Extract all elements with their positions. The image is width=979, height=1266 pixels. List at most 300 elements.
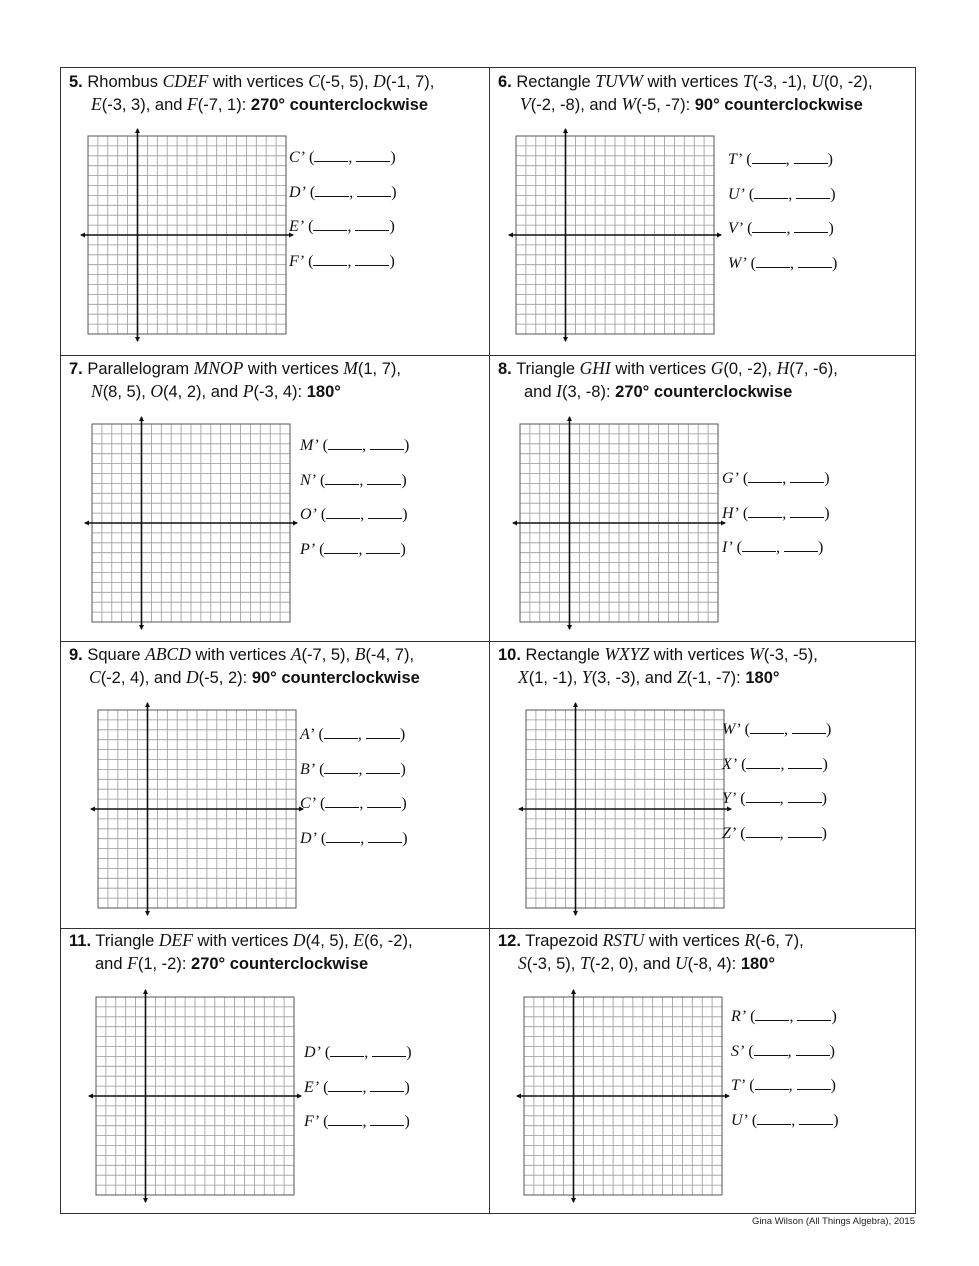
y-coordinate-blank[interactable] xyxy=(368,829,402,843)
image-vertex-label: U’ xyxy=(731,1111,748,1129)
image-vertex-label: W’ xyxy=(722,721,741,738)
vertex-label: F xyxy=(187,94,198,114)
rotation-instruction: 270° counterclockwise xyxy=(191,955,369,973)
shape-type: Rectangle xyxy=(516,73,591,91)
problem-line-1 xyxy=(498,929,908,952)
separator: : xyxy=(731,955,741,973)
axis-arrow xyxy=(563,128,568,133)
problem-statement xyxy=(498,357,908,403)
separator: : xyxy=(181,955,192,973)
axis-arrow xyxy=(563,337,568,342)
axis-arrow xyxy=(717,233,722,238)
vertex-label: N xyxy=(91,381,103,401)
rotation-instruction: 180° xyxy=(306,383,341,401)
separator: , xyxy=(813,646,818,664)
problem-number: 7. xyxy=(69,360,83,378)
shape-name: MNOP xyxy=(193,358,244,378)
problem-line-1 xyxy=(69,643,479,666)
y-coordinate-blank[interactable] xyxy=(356,148,390,162)
separator: , xyxy=(767,360,777,378)
x-coordinate-blank[interactable] xyxy=(328,1112,362,1126)
axis-arrow xyxy=(80,233,85,238)
answer-row: C’ ( , ) xyxy=(289,149,396,166)
vertex-label: T xyxy=(742,71,753,91)
with-vertices-label: with vertices xyxy=(247,360,339,378)
y-coordinate-blank[interactable] xyxy=(788,755,822,769)
problem-line-1 xyxy=(498,643,908,666)
problem-line-1 xyxy=(69,357,479,380)
y-coordinate-blank[interactable] xyxy=(798,254,832,268)
image-vertex-label: D’ xyxy=(300,829,317,847)
y-coordinate-blank[interactable] xyxy=(794,219,828,233)
y-coordinate-blank[interactable] xyxy=(796,1042,830,1056)
x-coordinate-blank[interactable] xyxy=(328,436,362,450)
y-coordinate-blank[interactable] xyxy=(355,252,389,266)
y-coordinate-blank[interactable] xyxy=(792,720,826,734)
y-coordinate-blank[interactable] xyxy=(355,217,389,231)
separator: , xyxy=(345,646,355,664)
x-coordinate-blank[interactable] xyxy=(754,1042,788,1056)
shape-name: DEF xyxy=(158,930,193,950)
problem-number: 12. xyxy=(498,932,521,950)
vertex-label: E xyxy=(353,930,364,950)
axis-arrow xyxy=(508,233,513,238)
image-vertex-label: T’ xyxy=(728,151,743,168)
image-vertex-label: F’ xyxy=(289,252,305,270)
vertex-label: C xyxy=(89,667,101,687)
separator: , xyxy=(799,932,804,950)
shape-name: CDEF xyxy=(162,71,209,91)
coordinate-grid xyxy=(510,987,740,1207)
y-coordinate-blank[interactable] xyxy=(367,794,401,808)
y-coordinate-blank[interactable] xyxy=(370,1112,404,1126)
axis-arrow xyxy=(145,911,150,916)
problem-number: 11. xyxy=(69,932,92,950)
answer-row: D’ ( , ) xyxy=(289,183,397,201)
axis-arrow xyxy=(725,1094,730,1099)
shape-name: GHI xyxy=(579,358,611,378)
vertex-label: F xyxy=(127,953,138,973)
shape-type: Triangle xyxy=(516,360,576,378)
coordinate-grid xyxy=(74,126,304,346)
answer-row: I’ ( , ) xyxy=(722,539,824,556)
axis-arrow xyxy=(293,521,298,526)
x-coordinate-blank[interactable] xyxy=(748,504,782,518)
y-coordinate-blank[interactable] xyxy=(794,150,828,164)
y-coordinate-blank[interactable] xyxy=(790,504,824,518)
rotation-instruction: 90° counterclockwise xyxy=(251,669,420,687)
problem-number: 9. xyxy=(69,646,83,664)
vertex-coordinates: (-1, 7) xyxy=(385,73,430,91)
image-vertex-label: O’ xyxy=(300,506,317,523)
with-vertices-label: with vertices xyxy=(212,73,304,91)
vertex-label: A xyxy=(290,644,302,664)
vertex-label: X xyxy=(518,667,529,687)
separator: and xyxy=(524,383,557,401)
image-vertex-label: V’ xyxy=(728,220,744,237)
vertex-coordinates: (8, 5) xyxy=(102,383,142,401)
vertex-coordinates: (-4, 7) xyxy=(365,646,410,664)
problem-line-1 xyxy=(69,929,479,952)
separator: , xyxy=(572,669,582,687)
problem-line-2 xyxy=(69,380,479,403)
vertex-label: S xyxy=(518,953,527,973)
separator: and xyxy=(95,955,128,973)
y-coordinate-blank[interactable] xyxy=(796,185,830,199)
image-vertex-label: I’ xyxy=(722,539,733,556)
x-coordinate-blank[interactable] xyxy=(757,1111,791,1125)
image-vertex-label: F’ xyxy=(304,1113,320,1130)
x-coordinate-blank[interactable] xyxy=(750,720,784,734)
vertex-coordinates: (-2, 0) xyxy=(589,955,634,973)
axis-arrow xyxy=(88,1094,93,1099)
answer-row: O’ ( , ) xyxy=(300,506,408,523)
vertex-label: Z xyxy=(676,667,687,687)
vertex-label: I xyxy=(556,381,562,401)
vertex-coordinates: (1, -2) xyxy=(137,955,182,973)
problem-statement xyxy=(498,70,908,116)
axis-arrow xyxy=(143,989,148,994)
vertex-label: Y xyxy=(581,667,592,687)
coordinate-grid xyxy=(506,414,736,634)
vertex-label: R xyxy=(744,930,756,950)
axis-arrow xyxy=(143,1198,148,1203)
shape-type: Trapezoid xyxy=(525,932,598,950)
x-coordinate-blank[interactable] xyxy=(752,150,786,164)
x-coordinate-blank[interactable] xyxy=(313,252,347,266)
vertex-coordinates: (4, 2) xyxy=(163,383,202,401)
problem-line-2 xyxy=(69,93,479,116)
answer-row: E’ ( , ) xyxy=(289,218,395,235)
x-coordinate-blank[interactable] xyxy=(755,1076,789,1090)
answer-row: U’ ( , ) xyxy=(731,1111,839,1129)
answer-row: T’ ( , ) xyxy=(728,151,833,168)
vertex-coordinates: (-2, -8) xyxy=(530,96,581,114)
image-vertex-label: P’ xyxy=(300,540,316,558)
shape-name: ABCD xyxy=(145,644,191,664)
separator: : xyxy=(685,96,695,114)
x-coordinate-blank[interactable] xyxy=(742,538,776,552)
shape-name: RSTU xyxy=(602,930,645,950)
image-vertex-label: W’ xyxy=(728,254,747,272)
x-coordinate-blank[interactable] xyxy=(326,829,360,843)
image-vertex-label: D’ xyxy=(289,183,306,201)
image-vertex-label: C’ xyxy=(289,149,305,166)
separator: , xyxy=(833,360,838,378)
answer-row: N’ ( , ) xyxy=(300,471,407,489)
answer-row: G’ ( , ) xyxy=(722,470,830,487)
image-vertex-label: D’ xyxy=(304,1044,321,1061)
answer-row: W’ ( , ) xyxy=(728,254,838,272)
answer-row: D’ ( , ) xyxy=(304,1044,412,1061)
answer-row: V’ ( , ) xyxy=(728,220,834,237)
separator: , xyxy=(802,73,812,91)
shape-type: Square xyxy=(87,646,141,664)
vertex-coordinates: (-5, 2) xyxy=(198,669,243,687)
separator: , xyxy=(407,932,413,950)
y-coordinate-blank[interactable] xyxy=(370,436,404,450)
vertex-label: U xyxy=(674,953,688,973)
image-vertex-label: Y’ xyxy=(722,790,737,807)
problem-line-2 xyxy=(69,666,479,689)
with-vertices-label: with vertices xyxy=(197,932,289,950)
x-coordinate-blank[interactable] xyxy=(330,1043,364,1057)
y-coordinate-blank[interactable] xyxy=(799,1111,833,1125)
separator: , xyxy=(396,360,401,378)
answer-row: M’ ( , ) xyxy=(300,437,410,454)
separator: : xyxy=(242,669,252,687)
vertex-coordinates: (1, -1) xyxy=(528,669,573,687)
vertex-coordinates: (-3, 5) xyxy=(526,955,571,973)
separator: : xyxy=(605,383,616,401)
separator: , xyxy=(409,646,415,664)
vertex-label: W xyxy=(621,94,637,114)
vertex-coordinates: (-5, 5) xyxy=(319,73,364,91)
problem-line-2 xyxy=(69,952,479,975)
vertex-coordinates: (4, 5) xyxy=(305,932,345,950)
vertex-label: D xyxy=(373,71,386,91)
y-coordinate-blank[interactable] xyxy=(366,725,400,739)
separator: , xyxy=(867,73,873,91)
image-vertex-label: E’ xyxy=(304,1078,320,1096)
image-vertex-label: C’ xyxy=(300,795,316,812)
separator: , xyxy=(570,955,580,973)
footer-credit: Gina Wilson (All Things Algebra), 2015 xyxy=(752,1216,915,1227)
image-vertex-label: E’ xyxy=(289,218,305,235)
coordinate-grid xyxy=(78,414,308,634)
vertex-coordinates: (1, 7) xyxy=(357,360,397,378)
rotation-instruction: 90° counterclockwise xyxy=(694,96,863,114)
rotation-instruction: 180° xyxy=(745,669,780,687)
shape-type: Rhombus xyxy=(87,73,158,91)
image-vertex-label: H’ xyxy=(722,504,739,522)
axis-arrow xyxy=(567,625,572,630)
x-coordinate-blank[interactable] xyxy=(324,760,358,774)
image-vertex-label: G’ xyxy=(722,470,739,487)
axis-arrow xyxy=(571,989,576,994)
axis-arrow xyxy=(518,807,523,812)
separator: , xyxy=(141,383,151,401)
separator: , and xyxy=(201,383,243,401)
separator: : xyxy=(241,96,251,114)
answer-row: S’ ( , ) xyxy=(731,1042,835,1060)
separator: , xyxy=(363,73,374,91)
y-coordinate-blank[interactable] xyxy=(370,1078,404,1092)
vertex-coordinates: (-7, 1) xyxy=(197,96,242,114)
problem-statement xyxy=(498,929,908,975)
problem-line-1 xyxy=(498,357,908,380)
shape-type: Parallelogram xyxy=(87,360,190,378)
image-vertex-label: Z’ xyxy=(722,824,737,842)
axis-arrow xyxy=(573,702,578,707)
problem-statement xyxy=(69,643,479,689)
vertex-coordinates: (0, -2) xyxy=(723,360,768,378)
x-coordinate-blank[interactable] xyxy=(325,471,359,485)
x-coordinate-blank[interactable] xyxy=(746,824,780,838)
y-coordinate-blank[interactable] xyxy=(357,183,391,197)
separator: : xyxy=(297,383,307,401)
vertex-coordinates: (-3, 3) xyxy=(101,96,146,114)
vertex-coordinates: (3, -3) xyxy=(591,669,636,687)
with-vertices-label: with vertices xyxy=(653,646,745,664)
image-vertex-label: X’ xyxy=(722,755,738,773)
x-coordinate-blank[interactable] xyxy=(325,794,359,808)
vertex-coordinates: (0, -2) xyxy=(823,73,868,91)
answer-row: U’ ( , ) xyxy=(728,185,836,203)
y-coordinate-blank[interactable] xyxy=(788,789,822,803)
answer-row: A’ ( , ) xyxy=(300,726,406,743)
y-coordinate-blank[interactable] xyxy=(368,505,402,519)
problem-line-2 xyxy=(498,952,908,975)
axis-arrow xyxy=(90,807,95,812)
vertex-label: M xyxy=(343,358,358,378)
answer-row: W’ ( , ) xyxy=(722,721,832,738)
y-coordinate-blank[interactable] xyxy=(788,824,822,838)
vertex-label: B xyxy=(354,644,366,664)
vertex-label: D xyxy=(186,667,199,687)
answer-row: D’ ( , ) xyxy=(300,829,408,847)
problem-statement xyxy=(498,643,908,689)
y-coordinate-blank[interactable] xyxy=(372,1043,406,1057)
vertex-coordinates: (7, -6) xyxy=(789,360,834,378)
y-coordinate-blank[interactable] xyxy=(366,760,400,774)
axis-arrow xyxy=(512,521,517,526)
image-vertex-label: U’ xyxy=(728,185,745,203)
axis-arrow xyxy=(573,911,578,916)
x-coordinate-blank[interactable] xyxy=(746,755,780,769)
axis-arrow xyxy=(297,1094,302,1099)
problem-line-2 xyxy=(498,666,908,689)
problem-statement xyxy=(69,70,479,116)
answer-row: C’ ( , ) xyxy=(300,795,407,812)
answer-row: Y’ ( , ) xyxy=(722,790,827,807)
vertex-coordinates: (-7, 5) xyxy=(301,646,346,664)
x-coordinate-blank[interactable] xyxy=(324,725,358,739)
separator: , and xyxy=(633,955,675,973)
answer-row: F’ ( , ) xyxy=(289,252,395,270)
vertex-label: G xyxy=(710,358,724,378)
separator: , xyxy=(344,932,354,950)
vertex-coordinates: (-3, -1) xyxy=(752,73,803,91)
y-coordinate-blank[interactable] xyxy=(366,540,400,554)
row-divider xyxy=(61,355,915,356)
x-coordinate-blank[interactable] xyxy=(326,505,360,519)
vertex-coordinates: (-6, 7) xyxy=(755,932,800,950)
rotation-instruction: 270° counterclockwise xyxy=(615,383,793,401)
x-coordinate-blank[interactable] xyxy=(754,185,788,199)
problem-number: 5. xyxy=(69,73,83,91)
answer-row: R’ ( , ) xyxy=(731,1008,837,1025)
y-coordinate-blank[interactable] xyxy=(790,469,824,483)
answer-row: E’ ( , ) xyxy=(304,1078,410,1096)
vertex-coordinates: (-8, 4) xyxy=(687,955,732,973)
vertex-label: V xyxy=(520,94,531,114)
vertex-label: D xyxy=(292,930,306,950)
answer-row: X’ ( , ) xyxy=(722,755,828,773)
separator: : xyxy=(736,669,746,687)
x-coordinate-blank[interactable] xyxy=(748,469,782,483)
coordinate-grid xyxy=(502,126,732,346)
problem-line-1 xyxy=(498,70,908,93)
axis-arrow xyxy=(135,337,140,342)
y-coordinate-blank[interactable] xyxy=(367,471,401,485)
image-vertex-label: N’ xyxy=(300,471,316,489)
image-vertex-label: M’ xyxy=(300,437,319,454)
problem-statement xyxy=(69,929,479,975)
image-vertex-label: R’ xyxy=(731,1008,747,1025)
separator: , xyxy=(429,73,435,91)
rotation-instruction: 180° xyxy=(740,955,775,973)
vertex-coordinates: (-3, 4) xyxy=(253,383,298,401)
with-vertices-label: with vertices xyxy=(615,360,707,378)
vertex-label: W xyxy=(749,644,764,664)
rotation-instruction: 270° counterclockwise xyxy=(250,96,429,114)
x-coordinate-blank[interactable] xyxy=(756,254,790,268)
vertex-coordinates: (6, -2) xyxy=(363,932,408,950)
x-coordinate-blank[interactable] xyxy=(755,1007,789,1021)
axis-arrow xyxy=(135,128,140,133)
coordinate-grid xyxy=(82,987,312,1207)
vertex-label: T xyxy=(579,953,590,973)
shape-type: Triangle xyxy=(95,932,155,950)
vertex-label: H xyxy=(776,358,790,378)
shape-name: WXYZ xyxy=(604,644,650,664)
problem-line-2 xyxy=(498,93,908,116)
vertex-label: U xyxy=(811,71,824,91)
vertex-coordinates: (-2, 4) xyxy=(100,669,145,687)
vertex-coordinates: (-5, -7) xyxy=(636,96,686,114)
answer-row: B’ ( , ) xyxy=(300,760,406,778)
image-vertex-label: T’ xyxy=(731,1077,746,1094)
axis-arrow xyxy=(139,625,144,630)
separator: , and xyxy=(580,96,622,114)
vertex-coordinates: (-3, -5) xyxy=(763,646,814,664)
x-coordinate-blank[interactable] xyxy=(313,217,347,231)
y-coordinate-blank[interactable] xyxy=(797,1076,831,1090)
vertex-label: O xyxy=(150,381,164,401)
problem-number: 8. xyxy=(498,360,512,378)
with-vertices-label: with vertices xyxy=(649,932,740,950)
shape-name: TUVW xyxy=(595,71,643,91)
vertex-label: E xyxy=(91,94,102,114)
vertex-coordinates: (3, -8) xyxy=(561,383,606,401)
axis-arrow xyxy=(145,702,150,707)
with-vertices-label: with vertices xyxy=(195,646,287,664)
x-coordinate-blank[interactable] xyxy=(315,183,349,197)
image-vertex-label: S’ xyxy=(731,1042,745,1060)
row-divider xyxy=(61,641,915,642)
axis-arrow xyxy=(139,416,144,421)
x-coordinate-blank[interactable] xyxy=(324,540,358,554)
problem-number: 6. xyxy=(498,73,512,91)
x-coordinate-blank[interactable] xyxy=(746,789,780,803)
image-vertex-label: B’ xyxy=(300,760,316,778)
y-coordinate-blank[interactable] xyxy=(784,538,818,552)
separator: , and xyxy=(635,669,677,687)
separator: , and xyxy=(145,96,188,114)
x-coordinate-blank[interactable] xyxy=(328,1078,362,1092)
image-vertex-label: A’ xyxy=(300,726,315,743)
coordinate-grid xyxy=(512,700,742,920)
y-coordinate-blank[interactable] xyxy=(797,1007,831,1021)
axis-arrow xyxy=(516,1094,521,1099)
separator: , and xyxy=(144,669,186,687)
vertex-label: P xyxy=(242,381,254,401)
answer-row: H’ ( , ) xyxy=(722,504,830,522)
axis-arrow xyxy=(567,416,572,421)
x-coordinate-blank[interactable] xyxy=(314,148,348,162)
x-coordinate-blank[interactable] xyxy=(752,219,786,233)
